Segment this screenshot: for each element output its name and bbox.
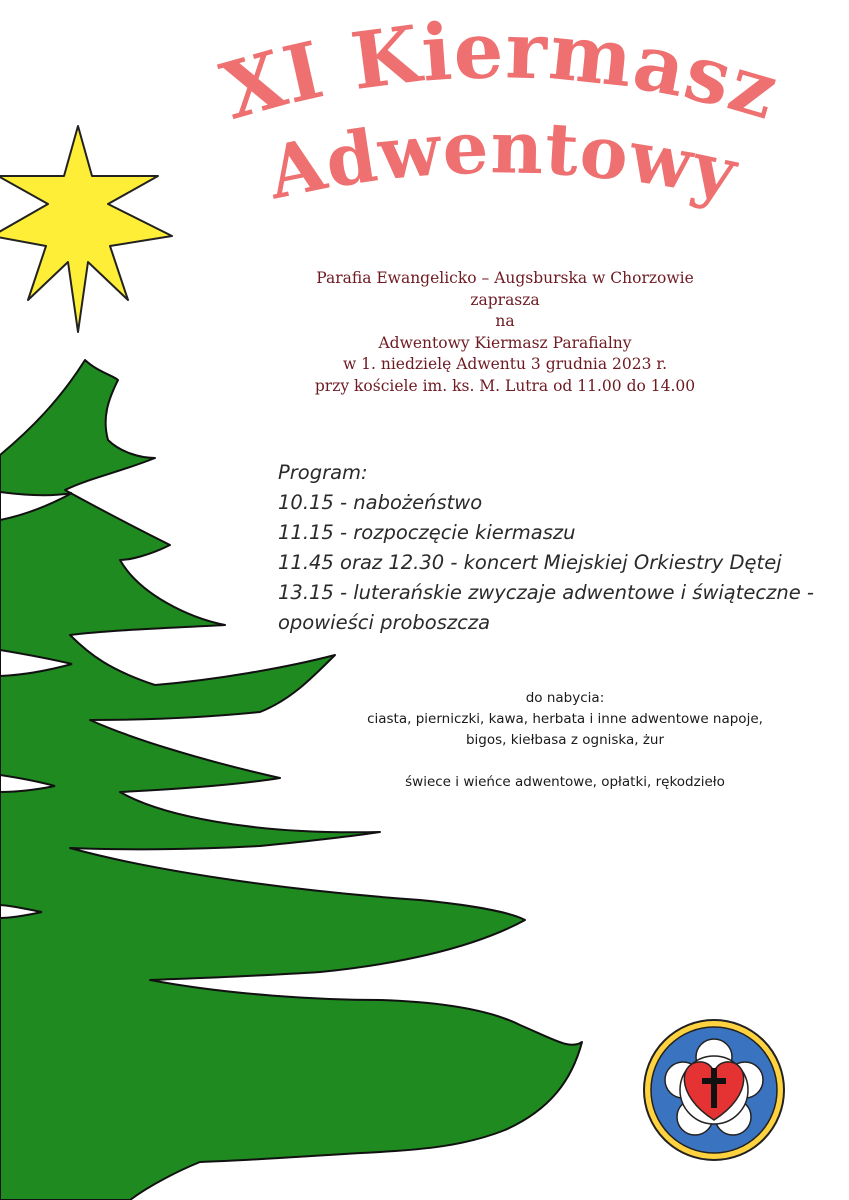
luther-rose-icon	[644, 1020, 784, 1160]
program-heading: Program:	[278, 461, 368, 484]
for-sale-line: bigos, kiełbasa z ogniska, żur	[465, 732, 665, 748]
invitation-line-date: w 1. niedzielę Adwentu 3 grudnia 2023 r.	[342, 355, 668, 373]
invitation-line-event: Adwentowy Kiermasz Parafialny	[378, 333, 632, 352]
title-line-1: XI Kiermasz	[212, 5, 789, 138]
invitation-block	[270, 268, 740, 397]
for-sale-line: świece i wieńce adwentowe, opłatki, rękodzieło	[405, 774, 725, 790]
star-icon	[0, 126, 172, 332]
for-sale-heading: do nabycia:	[525, 690, 605, 706]
program-item: 13.15 - luterańskie zwyczaje adwentowe i świąteczne -	[278, 581, 814, 604]
title-line-2: Adwentowy	[260, 104, 745, 216]
program-item: 11.15 - rozpoczęcie kiermaszu	[278, 521, 576, 544]
invitation-line-place: przy kościele im. ks. M. Lutra od 11.00 do 14.00	[314, 376, 696, 395]
program-block	[278, 458, 848, 638]
program-item: 10.15 - nabożeństwo	[278, 491, 483, 514]
for-sale-line: ciasta, pierniczki, kawa, herbata i inne adwentowe napoje,	[367, 711, 763, 727]
program-item: 11.45 oraz 12.30 - koncert Miejskiej Orkiestry Dętej	[278, 551, 782, 574]
invitation-line-to: na	[495, 312, 515, 330]
for-sale-block	[300, 688, 830, 793]
program-item: opowieści proboszcza	[278, 611, 491, 634]
invitation-line-invites: zaprasza	[470, 290, 540, 309]
invitation-line-parish: Parafia Ewangelicko – Augsburska w Chorzowie	[316, 269, 694, 287]
